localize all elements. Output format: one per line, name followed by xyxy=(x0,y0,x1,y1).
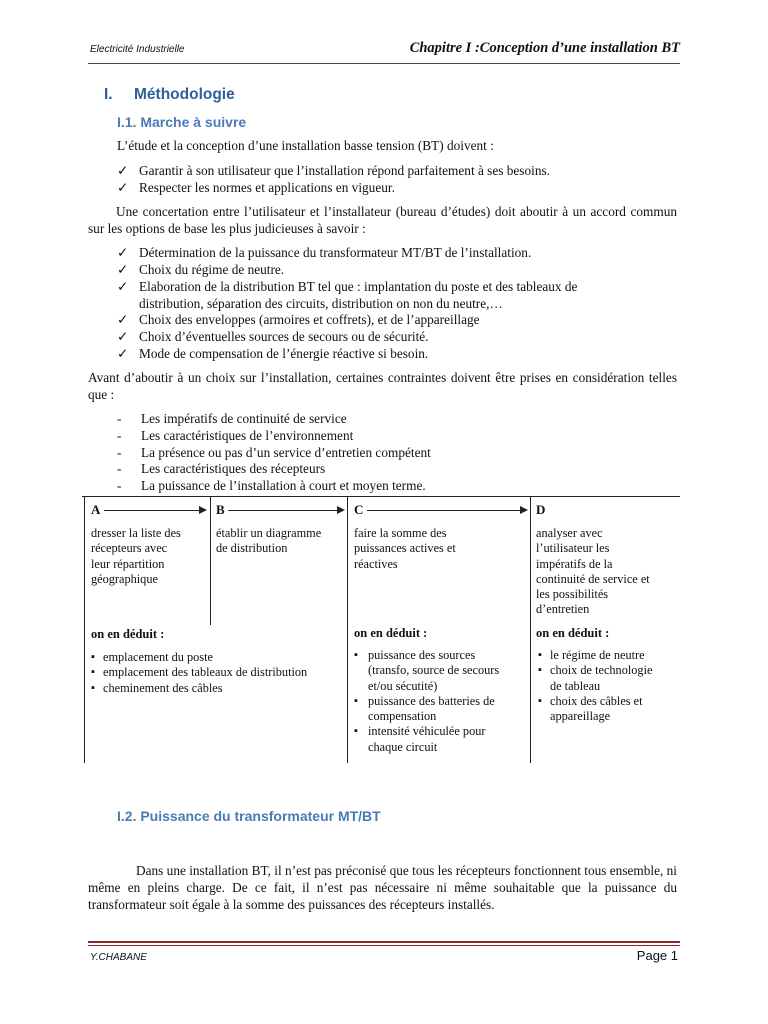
step-letter-b: B xyxy=(216,502,225,517)
diagram-divider-cd xyxy=(530,497,531,763)
header-left: Electricité Industrielle xyxy=(90,44,185,55)
option-item-continued: distribution, séparation des circuits, distribution on non du neutre,… xyxy=(139,296,503,311)
diagram-divider-bc xyxy=(347,497,348,763)
list-item: ▪ puissance des sources (transfo, source de secours et/ou sécutité) xyxy=(354,648,499,694)
list-item: ▪ choix de technologie de tableau xyxy=(538,663,652,694)
arrow-a-b-line xyxy=(104,510,200,511)
diagram-left-border xyxy=(84,497,85,763)
diagram-divider-ab xyxy=(210,497,211,625)
step-letter-c: C xyxy=(354,502,364,517)
diagram-top-rule xyxy=(82,496,680,497)
arrow-right-icon xyxy=(520,506,528,514)
list-item: ▪ puissance des batteries de compensation xyxy=(354,694,499,725)
deduit-label-2: on en déduit : xyxy=(354,626,428,640)
deduit-list-2 xyxy=(354,648,499,755)
goal-item: ✓ Garantir à son utilisateur que l’installation répond parfaitement à ses besoins. xyxy=(117,163,550,178)
intro-text: L’étude et la conception d’une installation basse tension (BT) doivent : xyxy=(117,138,494,153)
goal-item: ✓ Respecter les normes et applications en vigueur. xyxy=(117,180,395,195)
page-number: Page 1 xyxy=(636,948,678,963)
deduit-list-3 xyxy=(538,648,652,724)
header-right: Chapitre I :Conception d’une installation BT xyxy=(409,40,680,56)
checkmark-icon: ✓ xyxy=(117,163,129,178)
option-item: ✓ Mode de compensation de l’énergie réactive si besoin. xyxy=(117,346,429,361)
arrow-right-icon xyxy=(199,506,207,514)
deduit-label-1: on en déduit : xyxy=(91,627,165,641)
section-title-text: Méthodologie xyxy=(134,86,235,103)
deduit-label-3: on en déduit : xyxy=(536,626,610,640)
arrow-right-icon xyxy=(337,506,345,514)
contraintes-intro: Avant d’aboutir à un choix sur l’installation, certaines contraintes doivent être prises en considération telles que : xyxy=(88,370,677,402)
footer-rule-thin xyxy=(88,945,680,946)
checkmark-icon: ✓ xyxy=(117,329,129,344)
step-a-text: dresser la liste des récepteurs avec leur répartition géographique xyxy=(91,526,181,586)
option-item: ✓ Choix des enveloppes (armoires et coffrets), et de l’appareillage xyxy=(117,312,480,327)
step-letter-a: A xyxy=(91,502,101,517)
contrainte-item: - Les caractéristiques de l’environnement xyxy=(117,428,354,443)
footer-author: Y.CHABANE xyxy=(90,952,147,963)
checkmark-icon: ✓ xyxy=(117,245,129,260)
step-letter-d: D xyxy=(536,502,546,517)
list-item: ▪ intensité véhiculée pour chaque circuit xyxy=(354,724,499,755)
subsection-title-2: I.2. Puissance du transformateur MT/BT xyxy=(117,808,381,824)
list-item: ▪ cheminement des câbles xyxy=(91,681,307,696)
contrainte-item: - Les impératifs de continuité de service xyxy=(117,411,347,426)
checkmark-icon: ✓ xyxy=(117,262,129,277)
footer-rule xyxy=(88,941,680,943)
contrainte-item: - La présence ou pas d’un service d’entretien compétent xyxy=(117,445,431,460)
step-c-text: faire la somme des puissances actives et réactives xyxy=(354,526,456,571)
step-b-text: établir un diagramme de distribution xyxy=(216,526,322,556)
option-item: ✓ Choix du régime de neutre. xyxy=(117,262,285,277)
step-d-text: analyser avec l’utilisateur les impératifs de la continuité de service et les possibilités d’entretien xyxy=(536,526,650,617)
list-item: ▪ choix des câbles et appareillage xyxy=(538,694,652,725)
list-item: ▪ emplacement des tableaux de distribution xyxy=(91,665,307,680)
list-item: ▪ le régime de neutre xyxy=(538,648,652,663)
arrow-b-c-line xyxy=(228,510,338,511)
option-item: ✓ Détermination de la puissance du transformateur MT/BT de l’installation. xyxy=(117,245,532,260)
section-title xyxy=(104,86,235,104)
checkmark-icon: ✓ xyxy=(117,346,129,361)
option-item: ✓ Choix d’éventuelles sources de secours ou de sécurité. xyxy=(117,329,429,344)
checkmark-icon: ✓ xyxy=(117,279,129,294)
arrow-c-d-line xyxy=(367,510,521,511)
subsection-title-1: I.1. Marche à suivre xyxy=(117,114,247,130)
deduit-list-1 xyxy=(91,650,307,696)
list-item: ▪ emplacement du poste xyxy=(91,650,307,665)
checkmark-icon: ✓ xyxy=(117,312,129,327)
header-rule xyxy=(88,63,680,64)
transformer-paragraph: Dans une installation BT, il n’est pas préconisé que tous les récepteurs fonctionnent tous ensemble, ni même en pleins charge. De ce fait, il n’est pas nécessaire ni même souhaitable que la puissance du transformateur soit égale à la somme des puissances des récepteurs installés. xyxy=(88,863,677,912)
section-number: I. xyxy=(104,86,113,103)
option-item: ✓ Elaboration de la distribution BT tel que : implantation du poste et des tableaux de xyxy=(117,279,578,294)
contrainte-item: - La puissance de l’installation à court et moyen terme. xyxy=(117,478,426,493)
checkmark-icon: ✓ xyxy=(117,180,129,195)
concertation-paragraph: Une concertation entre l’utilisateur et l’installateur (bureau d’études) doit aboutir à un accord commun sur les options de base les plus judicieuses à savoir : xyxy=(88,204,677,236)
contrainte-item: - Les caractéristiques des récepteurs xyxy=(117,461,326,476)
